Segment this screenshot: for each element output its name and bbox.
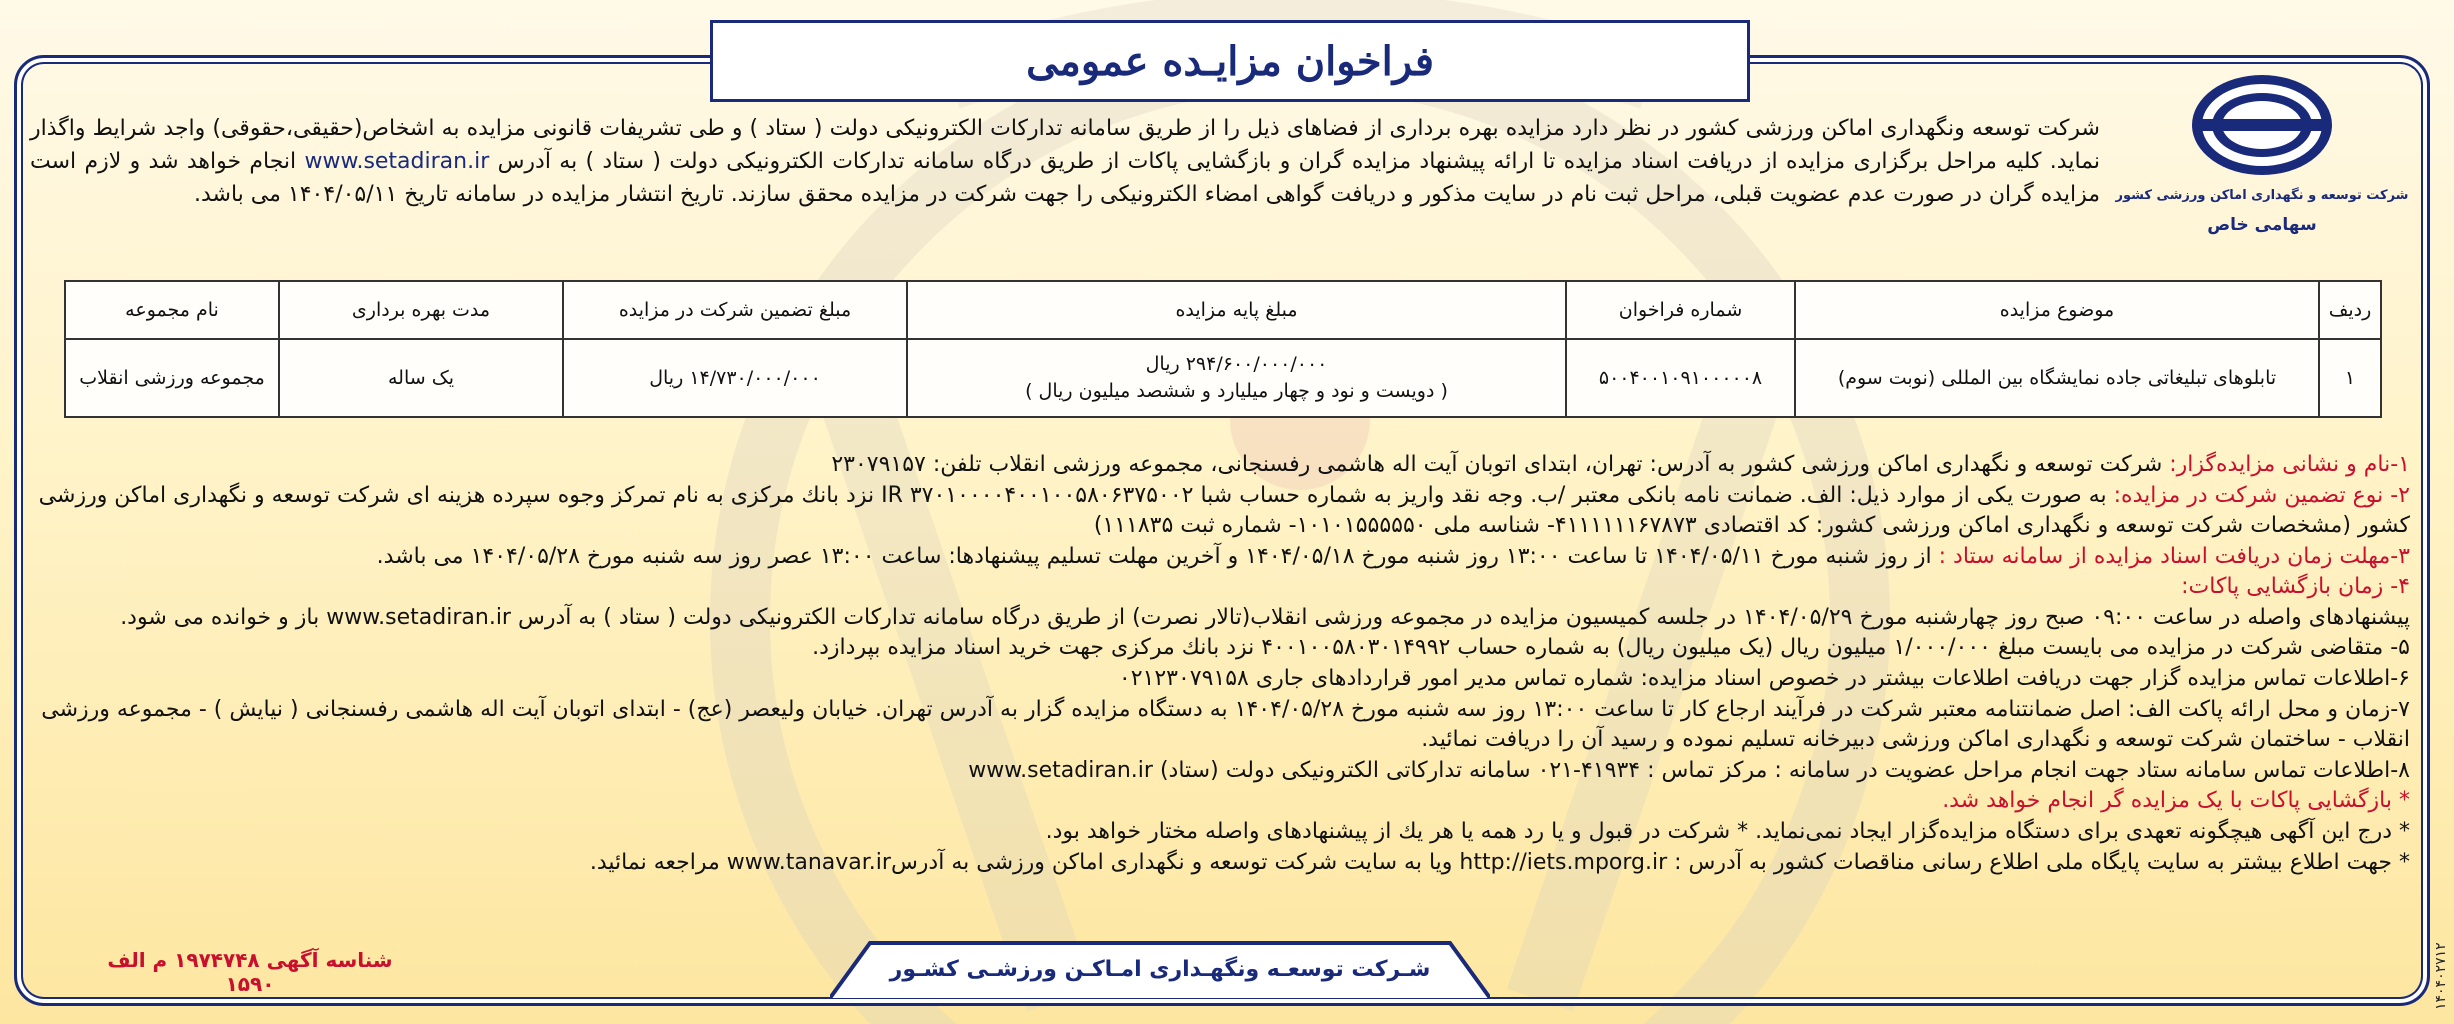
term-6: ۶-اطلاعات تماس مزایده گزار جهت دریافت اطلاعات بیشتر در خصوص اسناد مزایده: شماره تماس مدیر امور قراردادهای جاری ۰۲۱۲۳۰۷۹۱۵۸ [1118,666,2410,692]
term-1 [30,450,2410,481]
term-3 [30,542,2410,573]
terms-section [30,450,2410,878]
logo-company-name: شرکت توسعه و نگهداری اماکن ورزشی کشور [2115,188,2409,203]
cell-subject: تابلوهای تبلیغاتی جاده نمایشگاه بین المللی (نوبت سوم) [1795,339,2319,417]
intro-site-link[interactable]: www.setadiran.ir [304,149,490,174]
base-amount-words: ( دویست و نود و چهار میلیارد و ششصد میلیون ریال ) [1025,380,1448,402]
header-call-number: شماره فراخوان [1566,281,1795,339]
cell-row-number: ۱ [2319,339,2381,417]
company-logo [2112,70,2412,240]
term-2-text: به صورت یکی از موارد ذیل: الف. ضمانت نامه بانکی معتبر /ب. وجه نقد واریز به شماره حساب شبا IR ۳۷۰۱۰۰۰۰۴۰۰۱۰۰۵۸۰۶۳۷۵۰۰۲ نزد بانك مرکزی به نام تمرکز وجوه سپرده هزینه ای شرکت توسعه و نگهداری اماکن ورزشی کشور (مشخصات شرکت توسعه و نگهداری اماکن ورزشی کشور: کد اقتصادی ۴۱۱۱۱۱۱۶۷۸۷۳- شناسه ملی ۱۰۱۰۱۵۵۵۵۵۰- شماره ثبت ۱۱۱۸۳۵) [38,482,2410,539]
term-3-text: از روز شنبه مورخ ۱۴۰۴/۰۵/۱۱ تا ساعت ۱۳:۰۰ روز شنبه مورخ ۱۴۰۴/۰۵/۱۸ و آخرین مهلت تسلیم پیشنهادها: ساعت ۱۳:۰۰ عصر روز سه شنبه مورخ ۱۴۰۴/۰۵/۲۸ می باشد. [376,543,1932,569]
header-subject: موضوع مزایده [1795,281,2319,339]
intro-paragraph [30,112,2100,211]
header-base-amount: مبلغ پایه مزایده [907,281,1566,339]
term-3-label: ۳-مهلت زمان دریافت اسناد مزایده از سامانه ستاد : [1938,543,2410,569]
term-1-text: شرکت توسعه و نگهداری اماکن ورزشی کشور به آدرس: تهران، ابتدای اتوبان آیت اله هاشمی رفسنجانی، مجموعه ورزشی انقلاب تلفن: ۲۳۰۷۹۱۵۷ [831,452,2163,477]
note-2: * درج این آگهی هیچگونه تعهدی برای دستگاه مزایده‌گزار ایجاد نمی‌نماید. * شرکت در قبول و یا رد همه یا هر یك از پیشنهادهای واصله مختار خواهد بود. [1045,818,2410,844]
term-4-text: پیشنهادهای واصله در ساعت ۰۹:۰۰ صبح روز چهارشنبه مورخ ۱۴۰۴/۰۵/۲۹ در جلسه کمیسیون مزایده در مجموعه ورزشی انقلاب(تالار نصرت) از طریق درگاه سامانه تدارکات الکترونیکی دولت ( ستاد ) به آدرس www.setadiran.ir باز و خوانده می شود. [120,604,2410,630]
table-row [65,339,2381,417]
auction-table [64,280,2382,418]
header-row-number: ردیف [2319,281,2381,339]
side-code: ۱۴۰۴۰۲۷۱۲ [2433,942,2449,1010]
cell-call-number: ۵۰۰۴۰۰۱۰۹۱۰۰۰۰۰۸ [1566,339,1795,417]
header-complex: نام مجموعه [65,281,279,339]
ad-code: شناسه آگهی ۱۹۷۴۷۴۸ م الف ۱۵۹۰ [107,948,393,996]
cell-guarantee: ۱۴/۷۳۰/۰۰۰/۰۰۰ ریال [563,339,907,417]
cell-base-amount [907,339,1566,417]
page-title: فراخوان مزایـده عمومی [710,20,1750,102]
term-1-label: ۱-نام و نشانی مزایده‌گزار: [2169,452,2410,477]
term-4-label: ۴- زمان بازگشایی پاکات: [2181,574,2410,600]
term-2-label: ۲- نوع تضمین شرکت در مزایده: [2113,482,2410,508]
header-duration: مدت بهره برداری [279,281,563,339]
term-8: ۸-اطلاعات تماس سامانه ستاد جهت انجام مراحل عضویت در سامانه : مرکز تماس : ۴۱۹۳۴-۰۲۱ سامانه تدارکاتی الکترونیکی دولت (ستاد) www.setadiran.ir [968,757,2410,783]
intro-text-2: انجام خواهد شد و لازم است مزایده گران در صورت عدم عضویت قبلی، مراحل ثبت نام در سایت مذکور و دریافت گواهی امضاء الکترونیکی را جهت شرکت در مزایده محقق سازند. تاریخ انتشار مزایده در سامانه تاریخ ۱۴۰۴/۰۵/۱۱ می باشد. [30,149,2100,207]
cell-complex: مجموعه ورزشی انقلاب [65,339,279,417]
intro-text-1: شرکت توسعه ونگهداری اماکن ورزشی کشور در نظر دارد مزایده بهره برداری از فضاهای ذیل را از طریق سامانه تدارکات الکترونیکی دولت ( ستاد ) و طی تشریفات قانونی مزایده به اشخاص(حقیقی،حقوقی) واجد شرایط واگذار نماید. کلیه مراحل برگزاری مزایده از دریافت اسناد مزایده تا ارائه پیشنهاد مزایده گران و بازگشایی پاکات از طریق درگاه سامانه تدارکات الکترونیکی دولت ( ستاد ) به آدرس [30,116,2101,174]
note-1: * بازگشایی پاکات با یک مزایده گر انجام خواهد شد. [1942,788,2410,814]
footer-company-name: شـرکت توسعـه ونگهـداری امـاکـن ورزشـی کشـور [889,956,1431,982]
cell-duration: یک ساله [279,339,563,417]
term-5: ۵- متقاضی شرکت در مزایده می بایست مبلغ ۱/۰۰۰/۰۰۰ میلیون ریال (یک میلیون ریال) به شماره حساب ۴۰۰۱۰۰۵۸۰۳۰۱۴۹۹۲ نزد بانك مرکزی جهت خرید اسناد مزایده بپردازد. [812,635,2410,661]
header-guarantee: مبلغ تضمین شرکت در مزایده [563,281,907,339]
note-3: * جهت اطلاع بیشتر به سایت پایگاه ملی اطلاع رسانی مناقصات کشور به آدرس : http://iets.mporg.ir ویا به سایت شرکت توسعه و نگهداری اماکن ورزشی به آدرسwww.tanavar.ir مراجعه نمائید. [589,849,2410,875]
logo-company-type: سهامی خاص [2207,215,2317,235]
term-2 [30,481,2410,542]
base-amount-value: ۲۹۴/۶۰۰/۰۰۰/۰۰۰ ریال [1145,353,1328,376]
company-logo-icon [2187,70,2337,180]
term-7: ۷-زمان و محل ارائه پاکت الف: اصل ضمانتنامه معتبر شرکت در فرآیند ارجاع کار تا ساعت ۱۳:۰۰ روز سه شنبه مورخ ۱۴۰۴/۰۵/۲۸ به دستگاه مزایده گزار به آدرس تهران. خیابان ولیعصر (عج) - ابتدای اتوبان آیت اله هاشمی رفسنجانی ( نیایش ) - مجموعه ورزشی انقلاب - ساختمان شرکت توسعه و نگهداری اماکن ورزشی دبیرخانه تسلیم نموده و رسید آن را دریافت نمائید. [41,696,2410,753]
